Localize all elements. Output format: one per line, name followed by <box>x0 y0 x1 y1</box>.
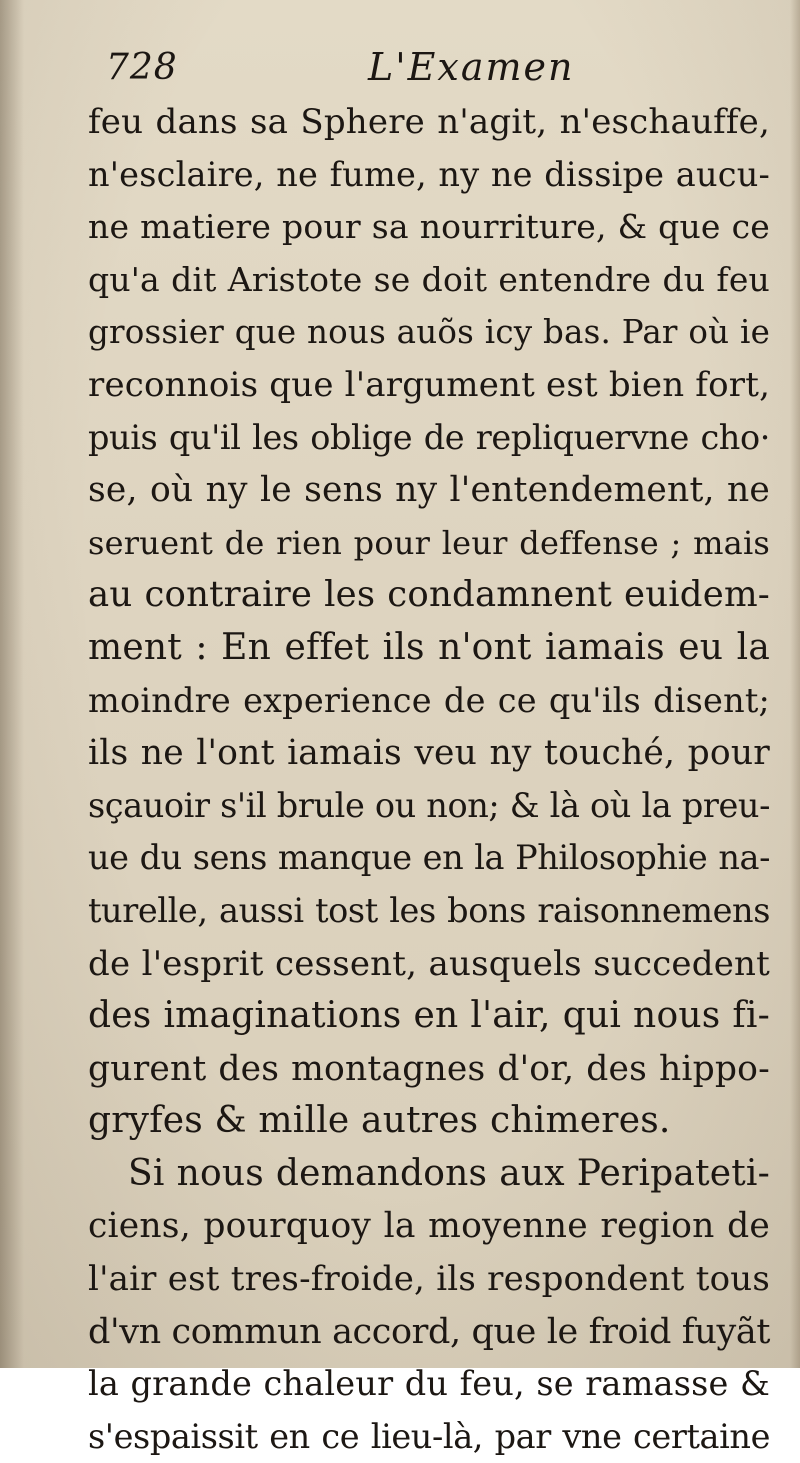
text-line: turelle, aussi tost les bons raisonnemens <box>88 890 770 930</box>
text-line: des imaginations en l'air, qui nous fi- <box>88 995 770 1037</box>
text-line: qu'a dit Aristote se doit entendre du feu <box>88 259 770 299</box>
text-line: gurent des montagnes d'or, des hippo- <box>88 1048 770 1089</box>
text-line: de l'esprit cessent, ausquels succedent <box>88 943 770 984</box>
text-line: puis qu'il les oblige de repliquervne cho· <box>88 417 770 457</box>
text-line: s'espaissit en ce lieu-là, par vne certaine <box>88 1416 770 1456</box>
text-line: ment : En effet ils n'ont iamais eu la <box>88 626 770 668</box>
text-line: seruent de rien pour leur deffense ; mais <box>88 523 770 562</box>
text-line: ue du sens manque en la Philosophie na- <box>88 838 770 878</box>
text-line: feu dans sa Sphere n'agit, n'eschauffe, <box>88 102 770 142</box>
text-line: moindre experience de ce qu'ils disent; <box>88 680 770 720</box>
text-line: ne matiere pour sa nourriture, & que ce <box>88 207 770 247</box>
text-line: l'air est tres-froide, ils respondent tous <box>88 1259 770 1300</box>
body-text <box>88 96 770 1463</box>
text-line: la grande chaleur du feu, se ramasse & <box>88 1364 770 1404</box>
text-line: gryfes & mille autres chimeres. <box>88 1100 671 1142</box>
text-line: se, où ny le sens ny l'entendement, ne <box>88 470 770 511</box>
text-line: sçauoir s'il brule ou non; & là où la preu- <box>88 785 770 825</box>
page-edge-shadow <box>790 0 800 1368</box>
text-line: n'esclaire, ne fume, ny ne dissipe aucu- <box>88 154 770 194</box>
text-line: Si nous demandons aux Peripateti- <box>128 1152 770 1194</box>
text-line: ils ne l'ont iamais veu ny touché, pour <box>88 733 770 774</box>
page-number: 728 <box>106 47 178 88</box>
text-line: au contraire les condamnent euidem- <box>88 574 770 616</box>
text-line: grossier que nous auõs icy bas. Par où ie <box>88 313 770 352</box>
text-line: ciens, pourquoy la moyenne region de <box>88 1206 770 1247</box>
text-line: reconnois que l'argument est bien fort, <box>88 364 771 405</box>
text-line: d'vn commun accord, que le froid fuyãt <box>88 1311 770 1352</box>
gutter-shadow <box>0 0 24 1368</box>
running-head: L'Examen <box>368 45 575 89</box>
